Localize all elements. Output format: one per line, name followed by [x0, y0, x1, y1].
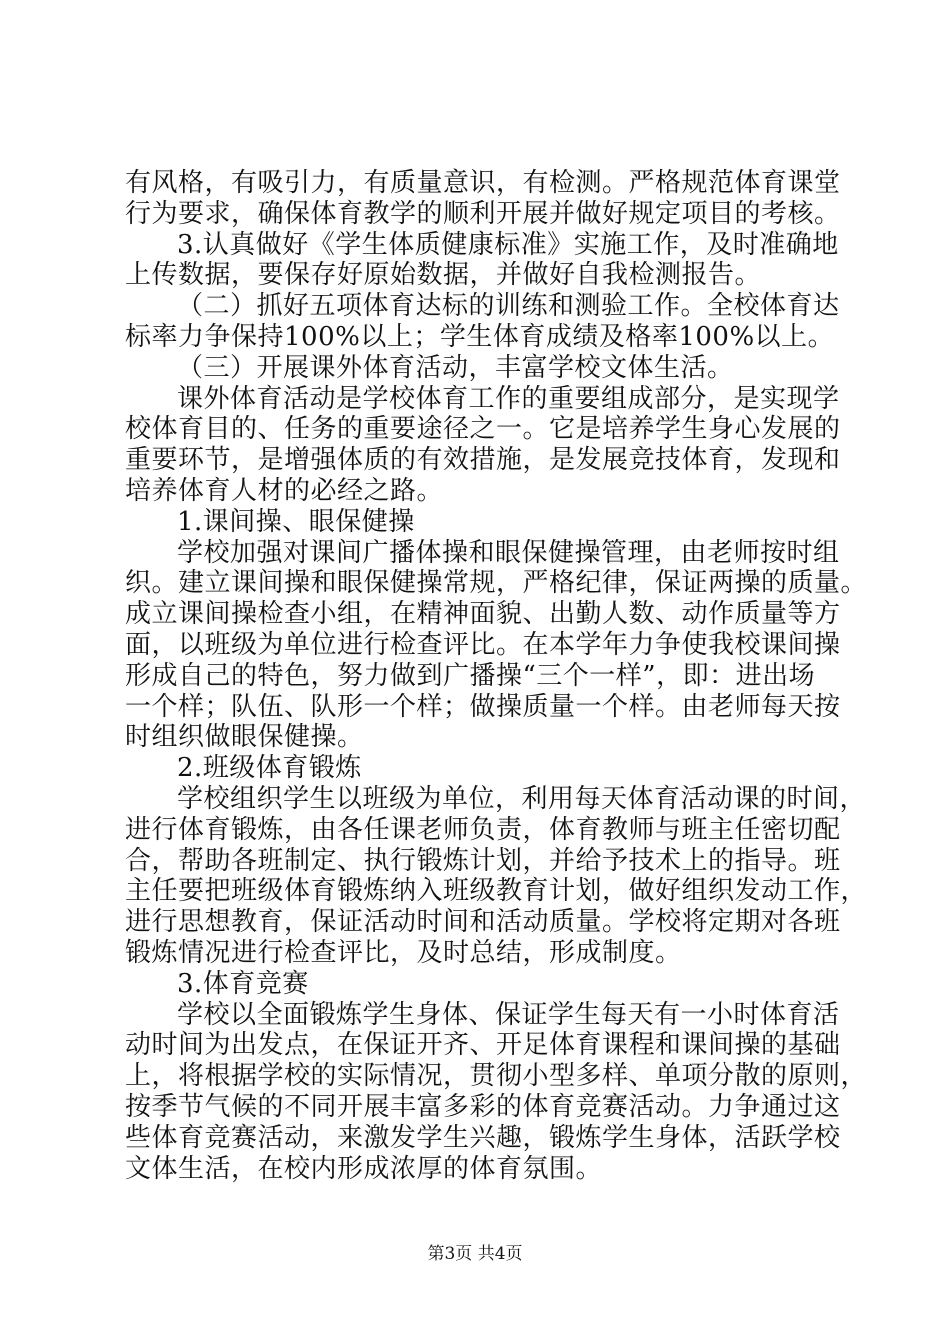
text-line: 校体育目的、任务的重要途径之一。它是培养学生身心发展的: [125, 414, 841, 445]
text-line: 上传数据，要保存好原始数据，并做好自我检测报告。: [125, 260, 762, 291]
text-line: 主任要把班级体育锻炼纳入班级教育计划，做好组织发动工作，: [125, 876, 868, 907]
text-line: 3.体育竞赛: [177, 968, 309, 999]
text-line: （二）抓好五项体育达标的训练和测验工作。全校体育达: [177, 291, 840, 322]
text-line: 形成自己的特色，努力做到广播操“三个一样”，即：进出场: [125, 660, 816, 691]
text-line: 有风格，有吸引力，有质量意识，有检测。严格规范体育课堂: [125, 168, 841, 198]
text-line: 成立课间操检查小组，在精神面貌、出勤人数、动作质量等方: [125, 599, 841, 630]
text-line: 重要环节，是增强体质的有效措施，是发展竞技体育，发现和: [125, 445, 841, 476]
text-line: 学校组织学生以班级为单位，利用每天体育活动课的时间，: [177, 783, 867, 814]
text-line: 学校以全面锻炼学生身体、保证学生每天有一小时体育活: [177, 999, 840, 1030]
text-line: 合，帮助各班制定、执行锻炼计划，并给予技术上的指导。班: [125, 845, 841, 876]
text-line: 2.班级体育锻炼: [177, 753, 362, 784]
text-line: 行为要求，确保体育教学的顺利开展并做好规定项目的考核。: [125, 198, 841, 229]
text-line: 时组织做眼保健操。: [125, 722, 364, 753]
page-number-footer: 第3页 共4页: [427, 1244, 523, 1264]
text-line: 3.认真做好《学生体质健康标准》实施工作，及时准确地: [177, 229, 839, 260]
text-line: 标率力争保持100%以上；学生体育成绩及格率100%以上。: [125, 321, 835, 352]
text-line: 1.课间操、眼保健操: [177, 506, 415, 537]
text-line: 些体育竞赛活动，来激发学生兴趣，锻炼学生身体，活跃学校: [125, 1122, 841, 1153]
text-line: 上，将根据学校的实际情况，贯彻小型多样、单项分散的原则，: [125, 1061, 868, 1092]
text-line: 面，以班级为单位进行检查评比。在本学年力争使我校课间操: [125, 629, 841, 660]
body-text: [125, 168, 868, 1184]
text-line: 学校加强对课间广播体操和眼保健操管理，由老师按时组: [177, 537, 840, 568]
text-line: 锻炼情况进行检查评比，及时总结，形成制度。: [125, 937, 682, 968]
text-line: 按季节气候的不同开展丰富多彩的体育竞赛活动。力争通过这: [125, 1091, 841, 1122]
text-line: 一个样；队伍、队形一个样；做操质量一个样。由老师每天按: [125, 691, 841, 722]
text-line: 动时间为出发点，在保证开齐、开足体育课程和课间操的基础: [125, 1030, 841, 1061]
text-line: 织。建立课间操和眼保健操常规，严格纪律，保证两操的质量。: [125, 568, 868, 599]
text-line: 培养体育人材的必经之路。: [125, 475, 444, 506]
text-line: 文体生活，在校内形成浓厚的体育氛围。: [125, 1153, 603, 1184]
text-line: （三）开展课外体育活动，丰富学校文体生活。: [177, 352, 734, 383]
text-line: 课外体育活动是学校体育工作的重要组成部分，是实现学: [177, 383, 840, 414]
text-line: 进行思想教育，保证活动时间和活动质量。学校将定期对各班: [125, 907, 841, 938]
text-line: 进行体育锻炼，由各任课老师负责，体育教师与班主任密切配: [125, 814, 841, 845]
